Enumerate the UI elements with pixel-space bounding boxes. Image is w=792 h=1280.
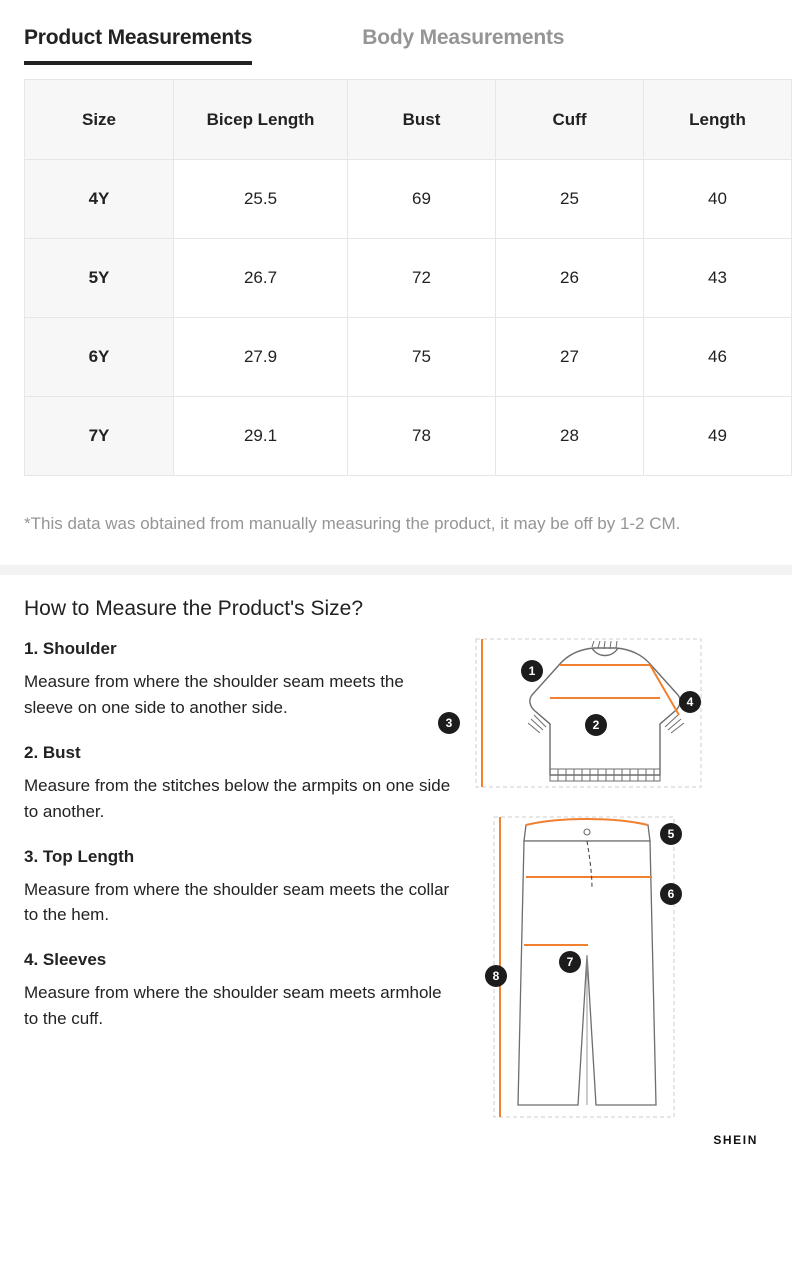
cell-bicep-length: 25.5 — [174, 160, 348, 239]
cell-length: 49 — [644, 397, 792, 476]
sweater-diagram-icon — [464, 635, 764, 810]
diagram-badge-1: 1 — [521, 660, 543, 682]
step-text-bust: Measure from the stitches below the armpits on one side to another. — [24, 776, 451, 821]
table-row — [25, 318, 792, 397]
step-title-bust: 2. Bust — [24, 743, 81, 762]
cell-bust: 75 — [348, 318, 496, 397]
how-to-measure-title: How to Measure the Product's Size? — [24, 597, 364, 621]
shein-watermark: SHEIN — [713, 1133, 758, 1148]
cell-cuff: 25 — [496, 160, 644, 239]
cell-cuff: 28 — [496, 397, 644, 476]
tab-product-measurements[interactable] — [24, 26, 252, 65]
cell-cuff: 26 — [496, 239, 644, 318]
cell-bicep-length: 27.9 — [174, 318, 348, 397]
cell-length: 40 — [644, 160, 792, 239]
tab-body-measurements-label: Body Measurements — [362, 26, 565, 49]
column-header-cuff: Cuff — [496, 80, 644, 160]
section-divider — [0, 565, 792, 575]
how-to-measure-section — [0, 575, 792, 1155]
cell-bust: 78 — [348, 397, 496, 476]
cell-bust: 69 — [348, 160, 496, 239]
cell-length: 43 — [644, 239, 792, 318]
diagram-badge-8: 8 — [485, 965, 507, 987]
table-row — [25, 397, 792, 476]
cell-length: 46 — [644, 318, 792, 397]
cell-size: 5Y — [25, 239, 174, 318]
cell-size: 6Y — [25, 318, 174, 397]
cell-size: 4Y — [25, 160, 174, 239]
table-row — [25, 160, 792, 239]
step-text-sleeves: Measure from where the shoulder seam meets armhole to the cuff. — [24, 983, 442, 1029]
cell-size: 7Y — [25, 397, 174, 476]
column-header-length: Length — [644, 80, 792, 160]
column-header-bust: Bust — [348, 80, 496, 160]
step-title-top-length: 3. Top Length — [24, 846, 135, 866]
diagram-badge-3: 3 — [438, 712, 460, 734]
diagram-badge-7: 7 — [559, 951, 581, 973]
size-table-container — [0, 65, 792, 476]
column-header-bicep-length: Bicep Length — [174, 80, 348, 160]
step-text-top-length: Measure from where the shoulder seam meets the collar to the hem. — [24, 879, 450, 925]
measure-steps-list — [24, 635, 454, 1155]
diagram-badge-6: 6 — [660, 883, 682, 905]
step-title-shoulder: 1. Shoulder — [24, 639, 117, 659]
diagram-badge-2: 2 — [585, 714, 607, 736]
measurement-disclaimer: *This data was obtained from manually measuring the product, it may be off by 1-2 CM. — [24, 514, 681, 533]
table-header-row — [25, 80, 792, 160]
pants-diagram-icon — [464, 805, 764, 1135]
step-text-shoulder: Measure from where the shoulder seam meets the sleeve on one side to another side. — [24, 672, 404, 718]
tab-product-measurements-label: Product Measurements — [24, 26, 253, 49]
tab-body-measurements[interactable] — [362, 26, 564, 65]
diagram-badge-5: 5 — [660, 823, 682, 845]
cell-bicep-length: 26.7 — [174, 239, 348, 318]
column-header-size: Size — [25, 80, 174, 160]
cell-cuff: 27 — [496, 318, 644, 397]
table-row — [25, 239, 792, 318]
cell-bicep-length: 29.1 — [174, 397, 348, 476]
step-title-sleeves: 4. Sleeves — [24, 950, 107, 970]
measurement-tabs — [0, 0, 792, 65]
measurement-diagram — [445, 635, 768, 1155]
size-table — [24, 79, 792, 476]
diagram-badge-4: 4 — [679, 691, 701, 713]
cell-bust: 72 — [348, 239, 496, 318]
